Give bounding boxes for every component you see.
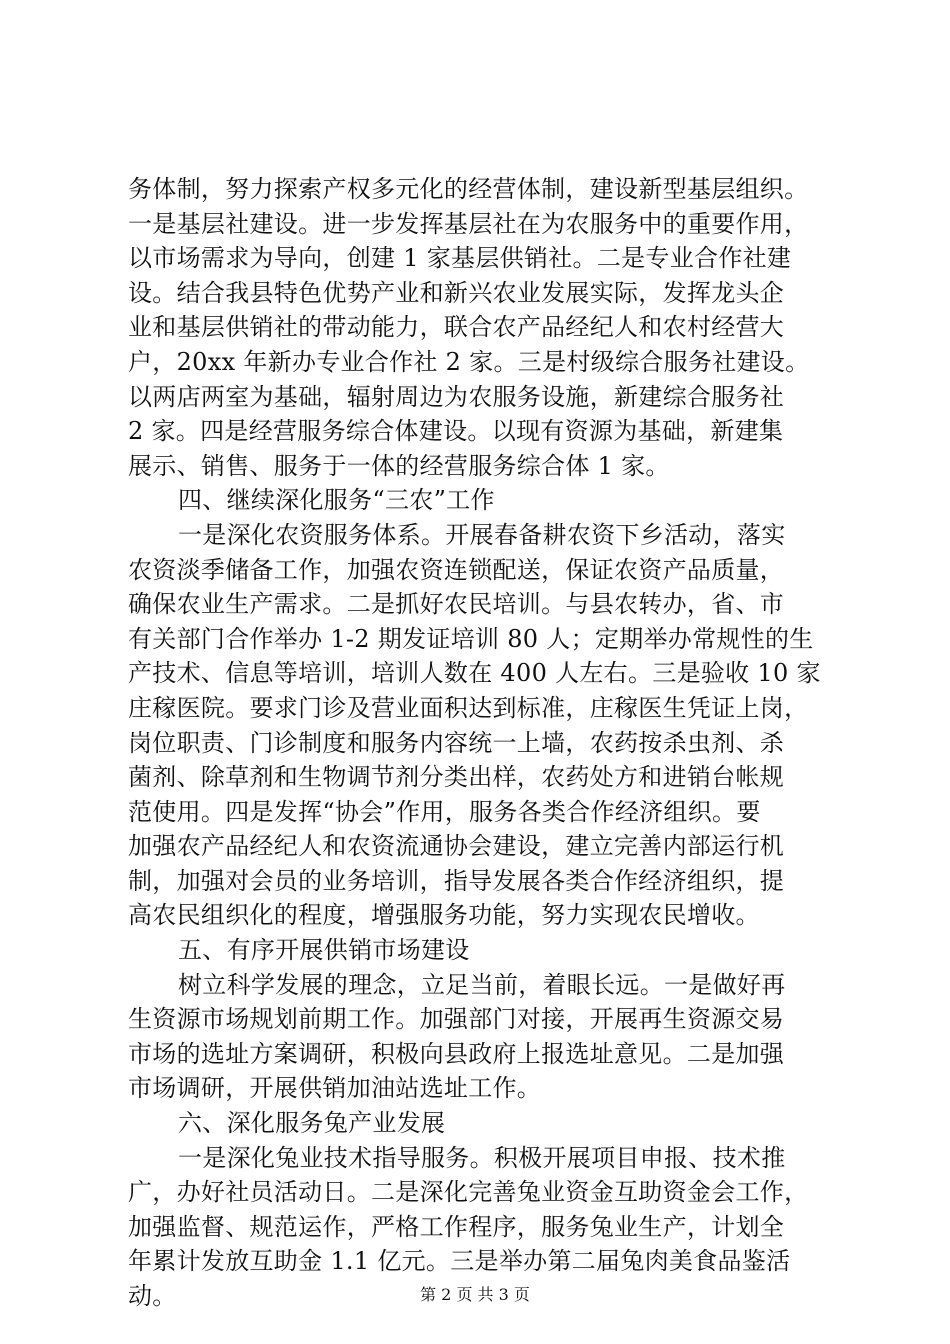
text-line: 以两店两室为基础，辐射周边为农服务设施，新建综合服务社 bbox=[128, 382, 785, 411]
text-line: 务体制，努力探索产权多元化的经营体制，建设新型基层组织。 bbox=[128, 175, 809, 203]
text-line: 展示、销售、服务于一体的经营服务综合体 1 家。 bbox=[128, 451, 670, 480]
text-line: 一是基层社建设。进一步发挥基层社在为农服务中的重要作用， bbox=[128, 209, 809, 238]
text-line: 广，办好社员活动日。二是深化完善兔业资金互助资金会工作， bbox=[128, 1178, 809, 1207]
text-line: 高农民组织化的程度，增强服务功能，努力实现农民增收。 bbox=[128, 901, 760, 930]
text-line: 岗位职责、门诊制度和服务内容统一上墙，农药按杀虫剂、杀 bbox=[128, 728, 785, 757]
text-line: 一是深化农资服务体系。开展春备耕农资下乡活动，落实 bbox=[178, 520, 786, 549]
text-line: 制，加强对会员的业务培训，指导发展各类合作经济组织，提 bbox=[128, 866, 785, 895]
text-line: 确保农业生产需求。二是抓好农民培训。与县农转办，省、市 bbox=[128, 590, 785, 619]
text-line: 菌剂、除草剂和生物调节剂分类出样，农药处方和进销台帐规 bbox=[128, 763, 785, 792]
text-line: 五、有序开展供销市场建设 bbox=[178, 936, 470, 965]
text-line: 一是深化兔业技术指导服务。积极开展项目申报、技术推 bbox=[178, 1143, 786, 1172]
text-line: 有关部门合作举办 1-2 期发证培训 80 人；定期举办常规性的生 bbox=[128, 624, 814, 653]
text-line: 范使用。四是发挥“协会”作用，服务各类合作经济组织。要 bbox=[128, 797, 761, 826]
text-line: 户，20xx 年新办专业合作社 2 家。三是村级综合服务社建设。 bbox=[128, 347, 810, 376]
text-line: 农资淡季储备工作，加强农资连锁配送，保证农资产品质量， bbox=[128, 555, 785, 584]
document-body bbox=[128, 172, 828, 1314]
text-line: 加强农产品经纪人和农资流通协会建设，建立完善内部运行机 bbox=[128, 832, 785, 861]
text-line: 六、深化服务兔产业发展 bbox=[178, 1109, 446, 1138]
text-line: 四、继续深化服务“三农”工作 bbox=[178, 486, 495, 515]
text-line: 生资源市场规划前期工作。加强部门对接，开展再生资源交易 bbox=[128, 1005, 785, 1034]
text-line: 市场的选址方案调研，积极向县政府上报选址意见。二是加强 bbox=[128, 1039, 785, 1068]
text-line: 业和基层供销社的带动能力，联合农产品经纪人和农村经营大 bbox=[128, 313, 785, 342]
text-line: 加强监督、规范运作，严格工作程序，服务兔业生产，计划全 bbox=[128, 1212, 785, 1241]
text-line: 市场调研，开展供销加油站选址工作。 bbox=[128, 1074, 542, 1103]
text-line: 产技术、信息等培训，培训人数在 400 人左右。三是验收 10 家 bbox=[128, 659, 821, 688]
text-line: 庄稼医院。要求门诊及营业面积达到标准，庄稼医生凭证上岗， bbox=[128, 693, 809, 722]
text-line: 树立科学发展的理念，立足当前，着眼长远。一是做好再 bbox=[178, 970, 786, 999]
text-line: 年累计发放互助金 1.1 亿元。三是举办第二届兔肉美食品鉴活 bbox=[128, 1247, 791, 1276]
text-line: 设。结合我县特色优势产业和新兴农业发展实际，发挥龙头企 bbox=[128, 278, 785, 307]
text-line: 2 家。四是经营服务综合体建设。以现有资源为基础，新建集 bbox=[128, 417, 784, 446]
text-line: 动。 bbox=[128, 1282, 177, 1310]
text-line: 以市场需求为导向，创建 1 家基层供销社。二是专业合作社建 bbox=[128, 244, 792, 273]
page-footer: 第 2 页 共 3 页 bbox=[420, 1285, 530, 1304]
